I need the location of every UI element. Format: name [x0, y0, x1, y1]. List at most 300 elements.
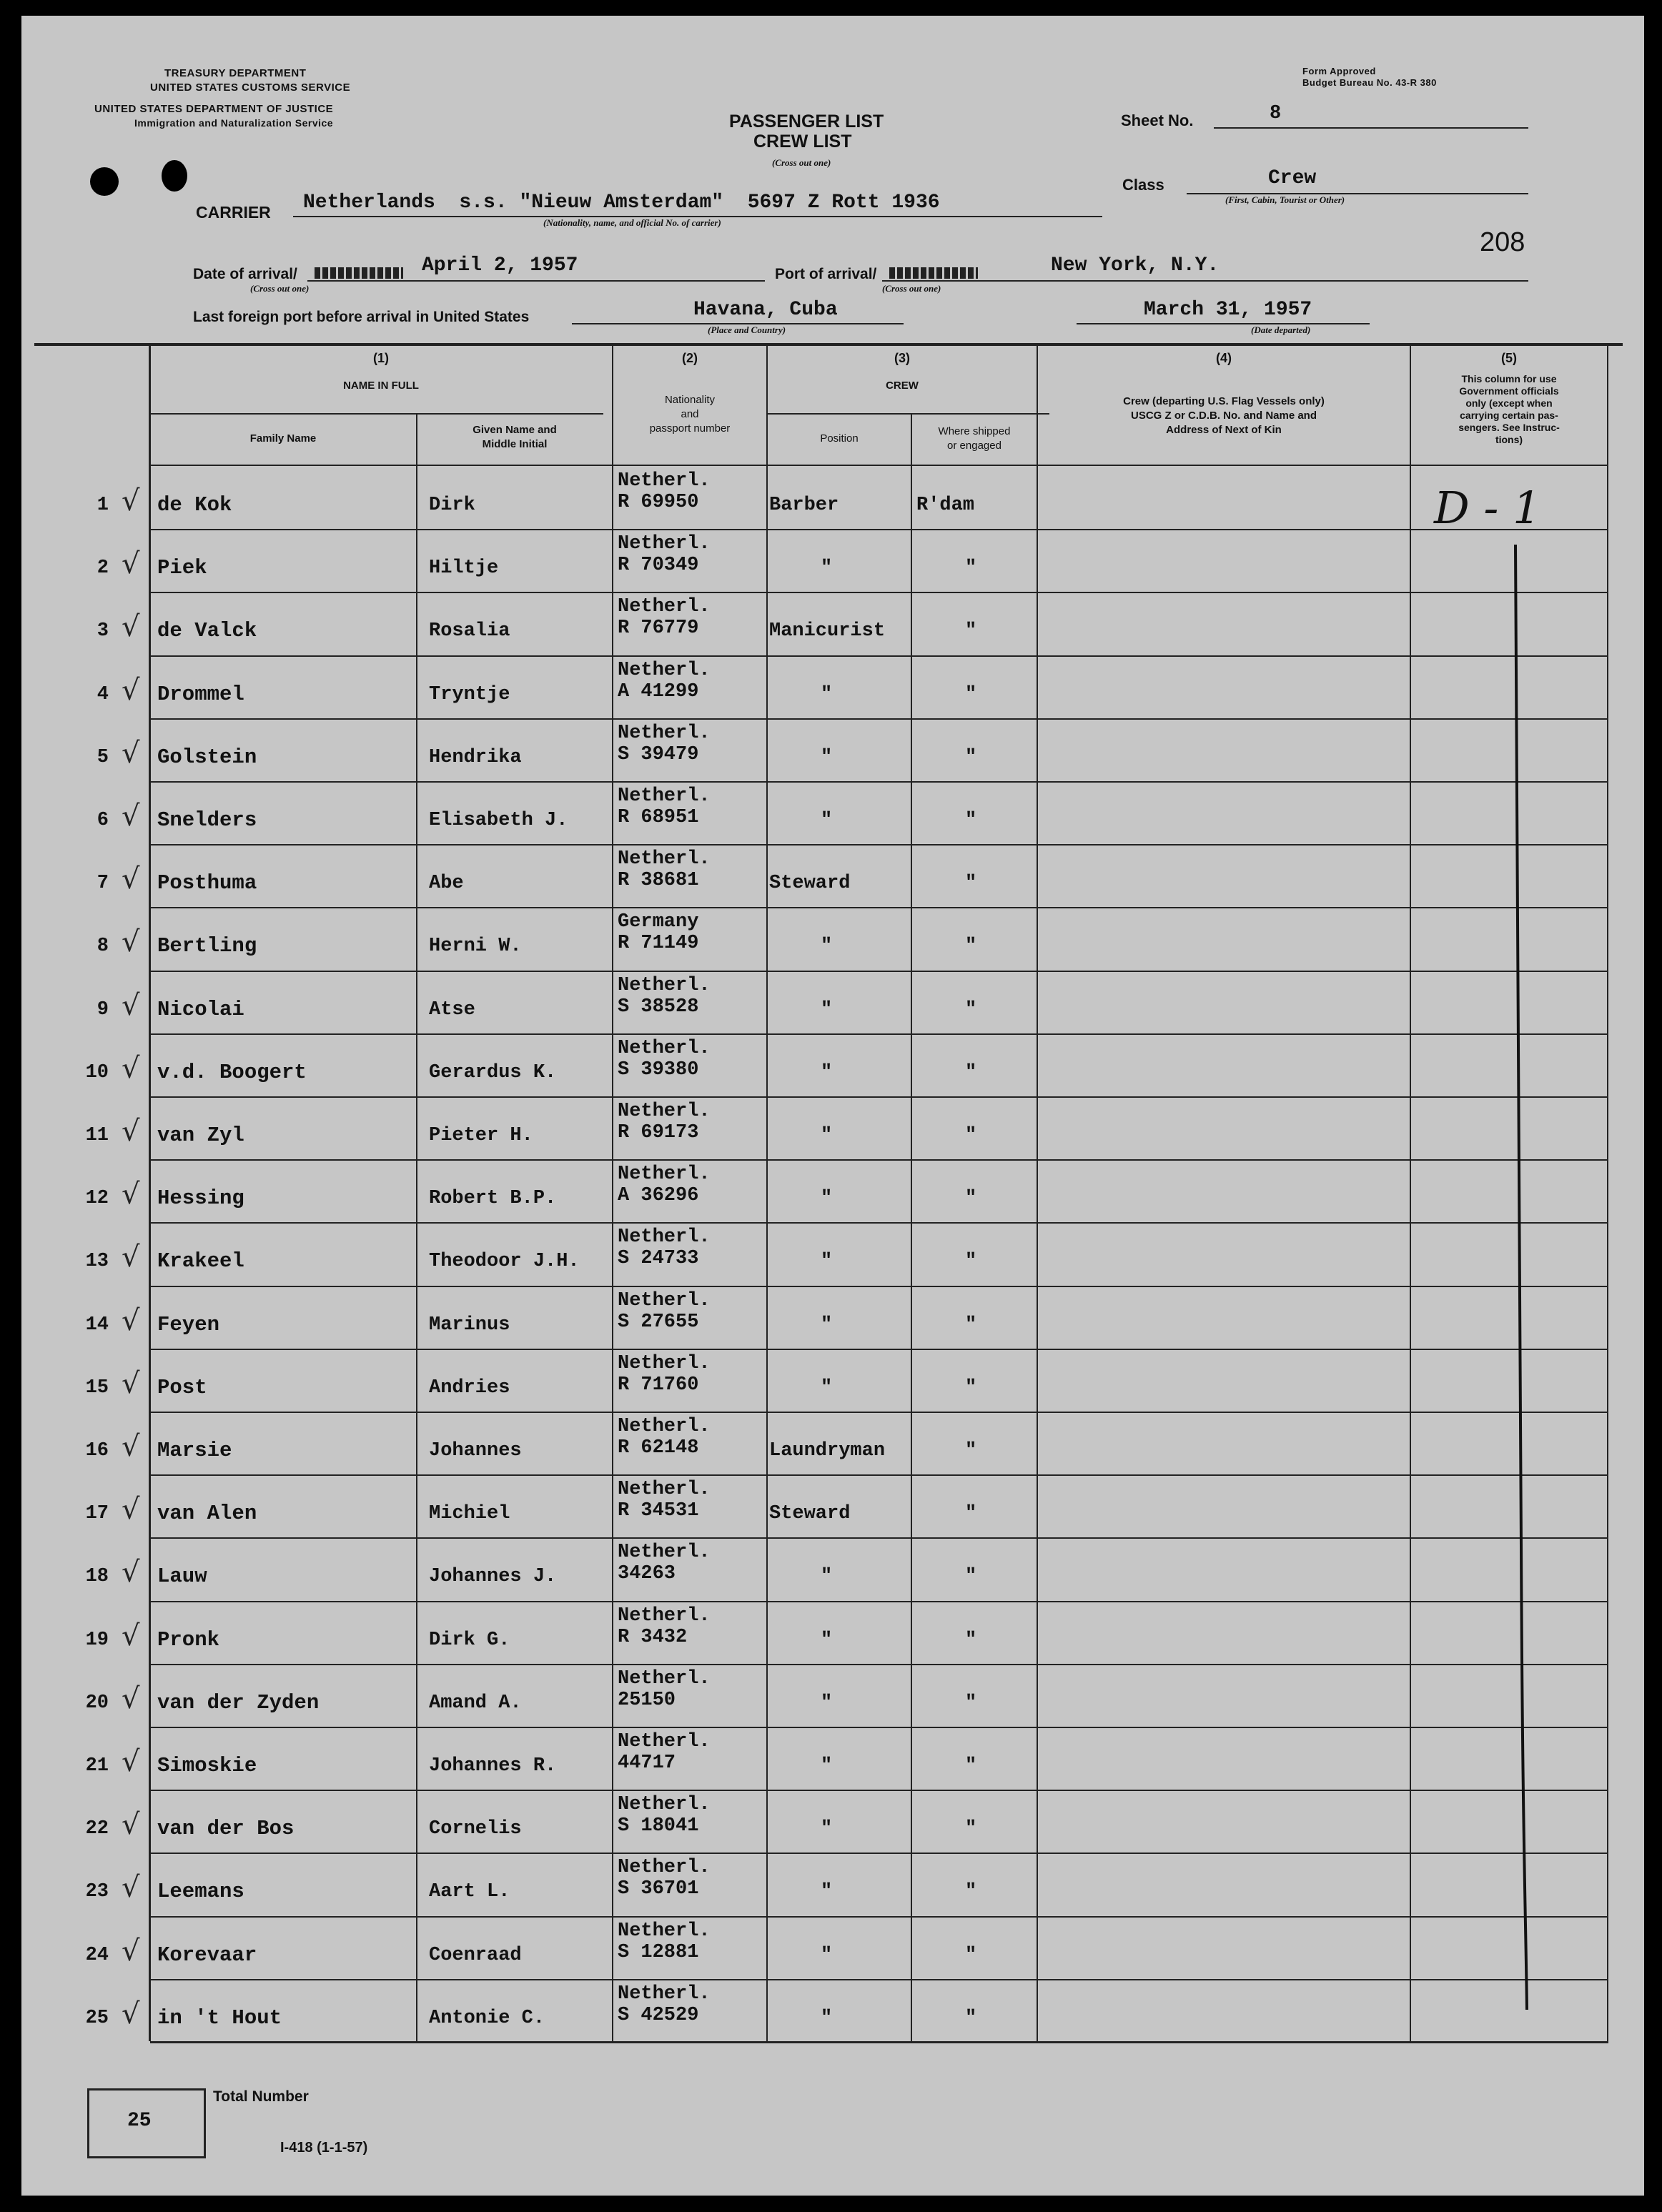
- row-check-mark: √: [122, 1871, 140, 1905]
- position: ": [821, 1125, 833, 1146]
- where-engaged: ": [965, 620, 977, 643]
- row-number: 16: [85, 1440, 109, 1462]
- nationality: Netherl.: [618, 1983, 711, 2005]
- family-name: de Valck: [157, 619, 257, 643]
- position: ": [821, 1629, 833, 1651]
- position: ": [821, 1061, 833, 1083]
- agency-customs: UNITED STATES CUSTOMS SERVICE: [150, 81, 351, 94]
- family-name: Drommel: [157, 682, 244, 706]
- given-name: Atse: [429, 998, 475, 1021]
- given-name: Elisabeth J.: [429, 810, 568, 831]
- row-check-mark: √: [122, 736, 140, 770]
- passport-number: R 69950: [618, 492, 699, 513]
- col-given-name-2: Middle Initial: [482, 438, 548, 450]
- nationality: Netherl.: [618, 1037, 711, 1059]
- row-check-mark: √: [122, 1997, 140, 2030]
- family-name: Posthuma: [157, 871, 257, 896]
- row-rule: [150, 2042, 1608, 2043]
- list-title-note: (Cross out one): [772, 157, 831, 168]
- position: ": [821, 1314, 833, 1336]
- budget-bureau: Budget Bureau No. 43-R 380: [1302, 77, 1437, 88]
- passport-number: S 24733: [618, 1248, 699, 1270]
- given-name: Herni W.: [429, 936, 522, 958]
- annotation-vertical-stroke: [1494, 545, 1551, 2017]
- arrival-date-value: April 2, 1957: [422, 254, 578, 277]
- given-name: Gerardus K.: [429, 1061, 557, 1083]
- nationality: Netherl.: [618, 974, 711, 996]
- row-number: 13: [85, 1251, 109, 1273]
- row-number: 7: [97, 873, 109, 895]
- col1-num: (1): [373, 351, 389, 365]
- passport-number: R 70349: [618, 555, 699, 577]
- row-rule: [150, 971, 1608, 972]
- nationality: Netherl.: [618, 596, 711, 618]
- form-approved: Form Approved: [1302, 66, 1376, 76]
- family-name: van der Zyden: [157, 1690, 320, 1715]
- passport-number: R 69173: [618, 1122, 699, 1144]
- row-number: 15: [85, 1377, 109, 1399]
- col-where-2: or engaged: [947, 440, 1001, 452]
- given-name: Rosalia: [429, 620, 510, 643]
- row-check-mark: √: [122, 988, 140, 1022]
- nationality: Netherl.: [618, 533, 711, 555]
- given-name: Johannes: [429, 1440, 522, 1462]
- col3-title: CREW: [886, 380, 919, 392]
- row-check-mark: √: [122, 1051, 140, 1085]
- sheet-line: [1214, 127, 1528, 129]
- row-number: 24: [85, 1944, 109, 1966]
- position: Manicurist: [769, 620, 886, 643]
- passport-number: S 42529: [618, 2004, 699, 2026]
- position: ": [821, 746, 833, 768]
- family-name: van Zyl: [157, 1124, 244, 1147]
- row-rule: [150, 1790, 1608, 1791]
- where-engaged: ": [965, 1755, 977, 1777]
- carrier-label: CARRIER: [196, 203, 271, 222]
- family-name: Bertling: [157, 934, 257, 958]
- col5-l2: Government officials: [1459, 385, 1559, 397]
- last-port-note: (Place and Country): [708, 324, 786, 335]
- col5-l4: carrying certain pas-: [1460, 410, 1558, 421]
- passport-number: A 36296: [618, 1185, 699, 1207]
- arrival-date-label: Date of arrival/: [193, 266, 297, 282]
- position: ": [821, 1251, 833, 1273]
- given-name: Andries: [429, 1377, 510, 1399]
- where-engaged: ": [965, 1566, 977, 1588]
- given-name: Johannes R.: [429, 1755, 557, 1777]
- col3-num: (3): [894, 351, 910, 365]
- family-name: Post: [157, 1375, 207, 1399]
- row-number: 10: [85, 1061, 109, 1083]
- family-name: Marsie: [157, 1439, 232, 1462]
- position: Steward: [769, 1503, 851, 1525]
- row-number: 14: [85, 1314, 109, 1336]
- passport-number: S 27655: [618, 1311, 699, 1333]
- row-rule: [150, 1853, 1608, 1854]
- family-name: Piek: [157, 556, 207, 580]
- row-check-mark: √: [122, 1619, 140, 1652]
- nationality: Germany: [618, 911, 699, 933]
- departed-line: [1077, 323, 1370, 324]
- nationality: Netherl.: [618, 1605, 711, 1627]
- family-name: in 't Hout: [157, 2005, 282, 2030]
- position: ": [821, 1692, 833, 1714]
- col-sep-kin: [1037, 344, 1038, 2041]
- row-number: 19: [85, 1629, 109, 1651]
- row-rule: [150, 1474, 1608, 1476]
- row-number: 17: [85, 1503, 109, 1525]
- row-check-mark: √: [122, 1241, 140, 1274]
- row-check-mark: √: [122, 1808, 140, 1842]
- port-struck: [889, 267, 978, 279]
- given-name: Cornelis: [429, 1818, 522, 1840]
- family-name: van Alen: [157, 1502, 257, 1526]
- family-name: Pronk: [157, 1627, 220, 1652]
- row-check-mark: √: [122, 1115, 140, 1148]
- passport-number: A 41299: [618, 680, 699, 703]
- carrier-note: (Nationality, name, and official No. of carrier): [543, 217, 721, 228]
- where-engaged: ": [965, 936, 977, 958]
- row-check-mark: √: [122, 1430, 140, 1463]
- passport-number: R 34531: [618, 1500, 699, 1522]
- row-rule: [150, 844, 1608, 845]
- passport-number: R 71760: [618, 1374, 699, 1396]
- position: ": [821, 1881, 833, 1903]
- family-name: Lauw: [157, 1564, 207, 1589]
- row-rule: [150, 1537, 1608, 1539]
- family-name: Snelders: [157, 808, 257, 832]
- header-sub-rule-crew: [768, 413, 1049, 415]
- position: ": [821, 936, 833, 958]
- row-check-mark: √: [122, 1493, 140, 1527]
- row-number: 6: [97, 810, 109, 831]
- agency-treasury: TREASURY DEPARTMENT: [164, 67, 307, 79]
- family-name: Leemans: [157, 1880, 244, 1904]
- row-rule: [150, 1916, 1608, 1918]
- row-check-mark: √: [122, 547, 140, 581]
- departed-note: (Date departed): [1251, 324, 1311, 335]
- where-engaged: ": [965, 1377, 977, 1399]
- agency-immigration: Immigration and Naturalization Service: [134, 117, 334, 129]
- col-left-border: [149, 344, 151, 2041]
- nationality: Netherl.: [618, 1164, 711, 1186]
- family-name: Feyen: [157, 1312, 220, 1336]
- passport-number: R 71149: [618, 933, 699, 955]
- col4-l1: Crew (departing U.S. Flag Vessels only): [1123, 395, 1325, 407]
- col5-l6: tions): [1495, 434, 1523, 445]
- departed-value: March 31, 1957: [1144, 299, 1312, 321]
- given-name: Marinus: [429, 1314, 510, 1336]
- row-number: 23: [85, 1881, 109, 1903]
- family-name: van der Bos: [157, 1817, 295, 1841]
- nationality: Netherl.: [618, 659, 711, 681]
- header-bottom-rule: [150, 465, 1608, 466]
- passport-number: 25150: [618, 1689, 676, 1711]
- row-rule: [150, 1349, 1608, 1350]
- family-name: Krakeel: [157, 1249, 244, 1274]
- col-sep-given: [416, 413, 417, 2041]
- nationality: Netherl.: [618, 785, 711, 807]
- where-engaged: ": [965, 1188, 977, 1210]
- col2-l3: passport number: [649, 422, 731, 435]
- row-rule: [150, 592, 1608, 593]
- position: ": [821, 810, 833, 831]
- given-name: Robert B.P.: [429, 1188, 557, 1210]
- nationality: Netherl.: [618, 1794, 711, 1816]
- row-rule: [150, 1601, 1608, 1602]
- col-position: Position: [820, 432, 859, 445]
- row-number: 21: [85, 1755, 109, 1777]
- passport-number: R 38681: [618, 870, 699, 892]
- where-engaged: ": [965, 998, 977, 1021]
- position: ": [821, 1188, 833, 1210]
- passport-number: S 12881: [618, 1941, 699, 1963]
- nationality: Netherl.: [618, 1352, 711, 1374]
- row-number: 12: [85, 1188, 109, 1210]
- passport-number: S 38528: [618, 996, 699, 1018]
- family-name: Golstein: [157, 745, 257, 769]
- port-note: (Cross out one): [882, 283, 941, 294]
- passport-number: S 18041: [618, 1815, 699, 1837]
- row-number: 4: [97, 683, 109, 705]
- row-number: 5: [97, 746, 109, 768]
- col5-num: (5): [1501, 351, 1517, 365]
- nationality: Netherl.: [618, 1416, 711, 1437]
- position: Barber: [769, 495, 839, 516]
- nationality: Netherl.: [618, 848, 711, 871]
- port-label: Port of arrival/: [775, 266, 877, 282]
- port-line: [882, 280, 1528, 282]
- col-sep-where: [911, 413, 912, 2041]
- where-engaged: ": [965, 873, 977, 895]
- position: Steward: [769, 873, 851, 895]
- family-name: Hessing: [157, 1186, 244, 1211]
- row-rule: [150, 1096, 1608, 1098]
- col-sep-gov: [1410, 344, 1411, 2041]
- passport-number: S 39479: [618, 743, 699, 765]
- total-label: Total Number: [213, 2088, 309, 2105]
- col-family-name: Family Name: [249, 432, 317, 445]
- row-check-mark: √: [122, 610, 140, 644]
- col2-l1: Nationality: [664, 394, 716, 406]
- form-number: I-418 (1-1-57): [280, 2140, 368, 2156]
- row-check-mark: √: [122, 863, 140, 896]
- col1-title: NAME IN FULL: [343, 380, 419, 392]
- given-name: Tryntje: [429, 683, 510, 705]
- where-engaged: ": [965, 1629, 977, 1651]
- where-engaged: ": [965, 683, 977, 705]
- total-value: 25: [127, 2110, 152, 2132]
- nationality: Netherl.: [618, 1542, 711, 1564]
- row-check-mark: √: [122, 1304, 140, 1337]
- sheet-value: 8: [1270, 103, 1282, 124]
- row-rule: [150, 1727, 1608, 1728]
- position: ": [821, 1755, 833, 1777]
- given-name: Dirk G.: [429, 1629, 510, 1651]
- position: ": [821, 557, 833, 580]
- row-check-mark: √: [122, 1367, 140, 1400]
- document-page: [21, 16, 1644, 2196]
- where-engaged: ": [965, 1251, 977, 1273]
- stamp-number: 208: [1480, 227, 1525, 257]
- given-name: Abe: [429, 873, 464, 895]
- header-sub-rule: [150, 413, 603, 415]
- row-rule: [150, 655, 1608, 657]
- row-number: 8: [97, 936, 109, 958]
- where-engaged: ": [965, 1881, 977, 1903]
- col5-l5: sengers. See Instruc-: [1458, 422, 1560, 433]
- row-check-mark: √: [122, 1934, 140, 1968]
- nationality: Netherl.: [618, 1920, 711, 1942]
- port-value: New York, N.Y.: [1051, 254, 1220, 277]
- where-engaged: ": [965, 1125, 977, 1146]
- row-check-mark: √: [122, 1556, 140, 1589]
- col4-num: (4): [1216, 351, 1232, 365]
- given-name: Amand A.: [429, 1692, 522, 1714]
- arrival-date-line: [307, 280, 765, 282]
- sheet-label: Sheet No.: [1121, 111, 1194, 129]
- where-engaged: ": [965, 2007, 977, 2029]
- passport-number: S 39380: [618, 1058, 699, 1081]
- position: ": [821, 1944, 833, 1966]
- nationality: Netherl.: [618, 1667, 711, 1690]
- annotation-d1: D - 1: [1434, 482, 1541, 534]
- position: Laundryman: [769, 1440, 886, 1462]
- given-name: Hendrika: [429, 746, 522, 768]
- col-right-border: [1607, 344, 1608, 2041]
- nationality: Netherl.: [618, 470, 711, 492]
- where-engaged: ": [965, 1440, 977, 1462]
- list-title-passenger: PASSENGER LIST: [729, 111, 884, 132]
- passport-number: R 68951: [618, 807, 699, 828]
- class-label: Class: [1122, 176, 1164, 194]
- row-number: 22: [85, 1818, 109, 1840]
- family-name: v.d. Boogert: [157, 1060, 307, 1084]
- position: ": [821, 683, 833, 705]
- row-check-mark: √: [122, 1745, 140, 1778]
- given-name: Antonie C.: [429, 2007, 545, 2029]
- col5-l1: This column for use: [1461, 373, 1557, 385]
- row-rule: [150, 1286, 1608, 1287]
- row-number: 20: [85, 1692, 109, 1714]
- class-value: Crew: [1268, 167, 1317, 189]
- row-rule: [150, 1664, 1608, 1665]
- last-port-label: Last foreign port before arrival in United States: [193, 309, 530, 325]
- row-number: 1: [97, 495, 109, 516]
- arrival-date-struck: [315, 267, 403, 279]
- row-rule: [150, 1979, 1608, 1980]
- family-name: Simoskie: [157, 1754, 257, 1777]
- list-title-crew: CREW LIST: [753, 132, 852, 152]
- col-sep-nat: [612, 344, 613, 2041]
- nationality: Netherl.: [618, 1289, 711, 1311]
- family-name: de Kok: [157, 493, 232, 517]
- where-engaged: ": [965, 1944, 977, 1966]
- row-number: 3: [97, 620, 109, 643]
- punch-hole-right: [162, 160, 187, 192]
- row-rule: [150, 529, 1608, 530]
- passport-number: R 62148: [618, 1437, 699, 1459]
- row-rule: [150, 1412, 1608, 1413]
- row-rule: [150, 718, 1608, 720]
- row-number: 2: [97, 557, 109, 580]
- row-number: 18: [85, 1566, 109, 1588]
- row-check-mark: √: [122, 1682, 140, 1715]
- row-check-mark: √: [122, 926, 140, 959]
- carrier-value: Netherlands s.s. "Nieuw Amsterdam" 5697 Z Rott 1936: [303, 192, 940, 214]
- col5-l3: only (except when: [1465, 397, 1553, 409]
- where-engaged: ": [965, 1818, 977, 1840]
- row-rule: [150, 1159, 1608, 1161]
- where-engaged: ": [965, 1503, 977, 1525]
- row-check-mark: √: [122, 800, 140, 833]
- col2-l2: and: [681, 408, 699, 420]
- row-check-mark: √: [122, 1178, 140, 1211]
- position: ": [821, 998, 833, 1021]
- row-number: 25: [85, 2007, 109, 2029]
- row-number: 11: [85, 1125, 109, 1146]
- nationality: Netherl.: [618, 1857, 711, 1879]
- col-sep-position: [766, 344, 768, 2041]
- passport-number: R 76779: [618, 618, 699, 640]
- position: ": [821, 1377, 833, 1399]
- nationality: Netherl.: [618, 1226, 711, 1249]
- passport-number: 34263: [618, 1563, 676, 1585]
- row-number: 9: [97, 998, 109, 1021]
- nationality: Netherl.: [618, 1479, 711, 1501]
- passport-number: 44717: [618, 1752, 676, 1774]
- last-port-value: Havana, Cuba: [693, 299, 838, 321]
- arrival-date-note: (Cross out one): [250, 283, 310, 294]
- where-engaged: R'dam: [916, 495, 975, 516]
- given-name: Aart L.: [429, 1881, 510, 1903]
- where-engaged: ": [965, 810, 977, 831]
- col-given-name-1: Given Name and: [473, 424, 557, 436]
- passport-number: S 36701: [618, 1878, 699, 1900]
- nationality: Netherl.: [618, 722, 711, 744]
- class-note: (First, Cabin, Tourist or Other): [1225, 194, 1345, 205]
- given-name: Michiel: [429, 1503, 510, 1525]
- nationality: Netherl.: [618, 1101, 711, 1122]
- row-check-mark: √: [122, 673, 140, 707]
- row-rule: [150, 907, 1608, 908]
- given-name: Johannes J.: [429, 1566, 557, 1588]
- where-engaged: ": [965, 1314, 977, 1336]
- given-name: Pieter H.: [429, 1125, 533, 1146]
- nationality: Netherl.: [618, 1731, 711, 1752]
- where-engaged: ": [965, 1061, 977, 1083]
- family-name: Korevaar: [157, 1943, 257, 1967]
- given-name: Theodoor J.H.: [429, 1251, 580, 1273]
- position: ": [821, 1566, 833, 1588]
- position: ": [821, 1818, 833, 1840]
- where-engaged: ": [965, 1692, 977, 1714]
- col2-num: (2): [682, 351, 698, 365]
- given-name: Coenraad: [429, 1944, 522, 1966]
- table-top-rule: [34, 343, 1623, 346]
- punch-hole-left: [90, 167, 119, 196]
- agency-justice: UNITED STATES DEPARTMENT OF JUSTICE: [94, 103, 334, 115]
- given-name: Dirk: [429, 495, 475, 516]
- family-name: Nicolai: [157, 997, 244, 1021]
- row-rule: [150, 1033, 1608, 1035]
- position: ": [821, 2007, 833, 2029]
- col-where-1: Where shipped: [938, 425, 1011, 437]
- row-rule: [150, 1222, 1608, 1224]
- col4-l3: Address of Next of Kin: [1166, 424, 1282, 436]
- row-rule: [150, 781, 1608, 783]
- passport-number: R 3432: [618, 1626, 688, 1648]
